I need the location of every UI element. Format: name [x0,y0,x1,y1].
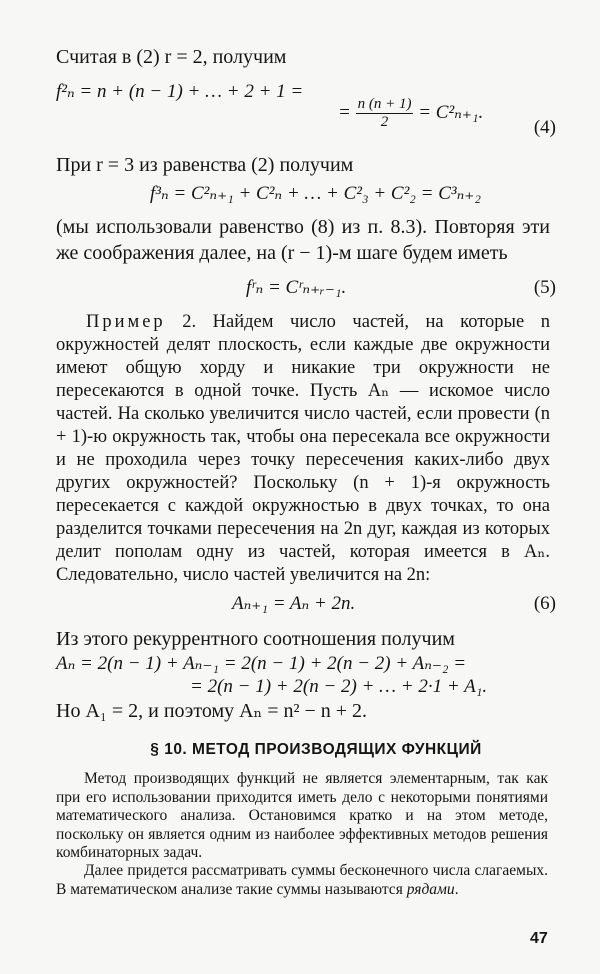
section-paragraph-2-end: . [454,880,459,898]
equation-r3: f³ₙ = C²ₙ₊₁ + C²ₙ + … + C²₃ + C²₂ = C³ₙ₊₂ [150,183,481,204]
example-2-paragraph [56,311,550,587]
example-label: Пример [86,312,166,332]
recurrence-line-1: Aₙ = 2(n − 1) + Aₙ₋₁ = 2(n − 1) + 2(n − 2) + Aₙ₋₂ = [56,653,467,674]
conclusion-line: Но A₁ = 2, и поэтому Aₙ = n² − n + 2. [56,700,368,722]
paragraph-repeat: (мы использовали равенство (8) из п. 8.3). Повторяя эти же соображения далее, на (r − 1)-м шаге будем иметь [56,216,550,264]
section-paragraph-2-italic: рядами [406,880,455,898]
equation-5-number: (5) [533,277,556,298]
equation-4-number: (4) [533,117,556,138]
equation-4-numerator: n (n + 1) [357,96,412,112]
equation-6-number: (6) [533,593,556,614]
recurrence-intro: Из этого рекуррентного соотношения получим [56,628,455,650]
section-paragraph-2-text: Далее придется рассматривать суммы бесконечного числа слагаемых. В математическом анализе такие суммы называются [56,862,548,898]
equation-4-equals: = [338,101,351,123]
equation-4-denominator: 2 [380,114,389,130]
intro-line: Считая в (2) r = 2, получим [56,46,287,68]
r3-line: При r = 3 из равенства (2) получим [56,154,354,176]
example-text: 2. Найдем число частей, на которые n окружностей делят плоскость, если каждые две окружности имеют общую хорду и никакие три окружности не пересекаются в одной точке. Пусть Aₙ — искомое число частей. На сколько увеличится число частей, если провести (n + 1)-ю окружность так, чтобы она пересекала все окружности и не проходила через точку пересечения каких-либо двух других окружностей? Поскольку (n + 1)-я окружность пересекается с каждой окружностью в двух точках, то она разделится точками пересечения на 2n дуг, каждая из которых делит пополам одну из частей, которая имеется в Aₙ. Следовательно, число частей увеличится на 2n: [56,312,550,585]
equation-4-rhs: = C²ₙ₊₁. [418,101,484,123]
equation-4-line-1: f²ₙ = n + (n − 1) + … + 2 + 1 = [56,81,304,102]
equation-6: Aₙ₊₁ = Aₙ + 2n. [232,593,356,614]
equation-5: fʳₙ = Cʳₙ₊ᵣ₋₁. [246,277,347,298]
recurrence-line-2: = 2(n − 1) + 2(n − 2) + … + 2·1 + A₁. [190,676,488,697]
section-paragraph-1: Метод производящих функций не является элементарным, так как при его использовании приходится иметь дело с некоторыми понятиями математического анализа. Остановимся кратко и на этом методе, поскольку он является одним из наиболее эффективных методов решения комбинаторных задач. [56,770,548,861]
equation-4-line-2 [338,96,483,131]
section-title: § 10. МЕТОД ПРОИЗВОДЯЩИХ ФУНКЦИЙ [150,741,482,758]
page-number: 47 [530,930,548,947]
equation-4-fraction [356,96,414,131]
section-paragraph-2 [56,862,548,899]
